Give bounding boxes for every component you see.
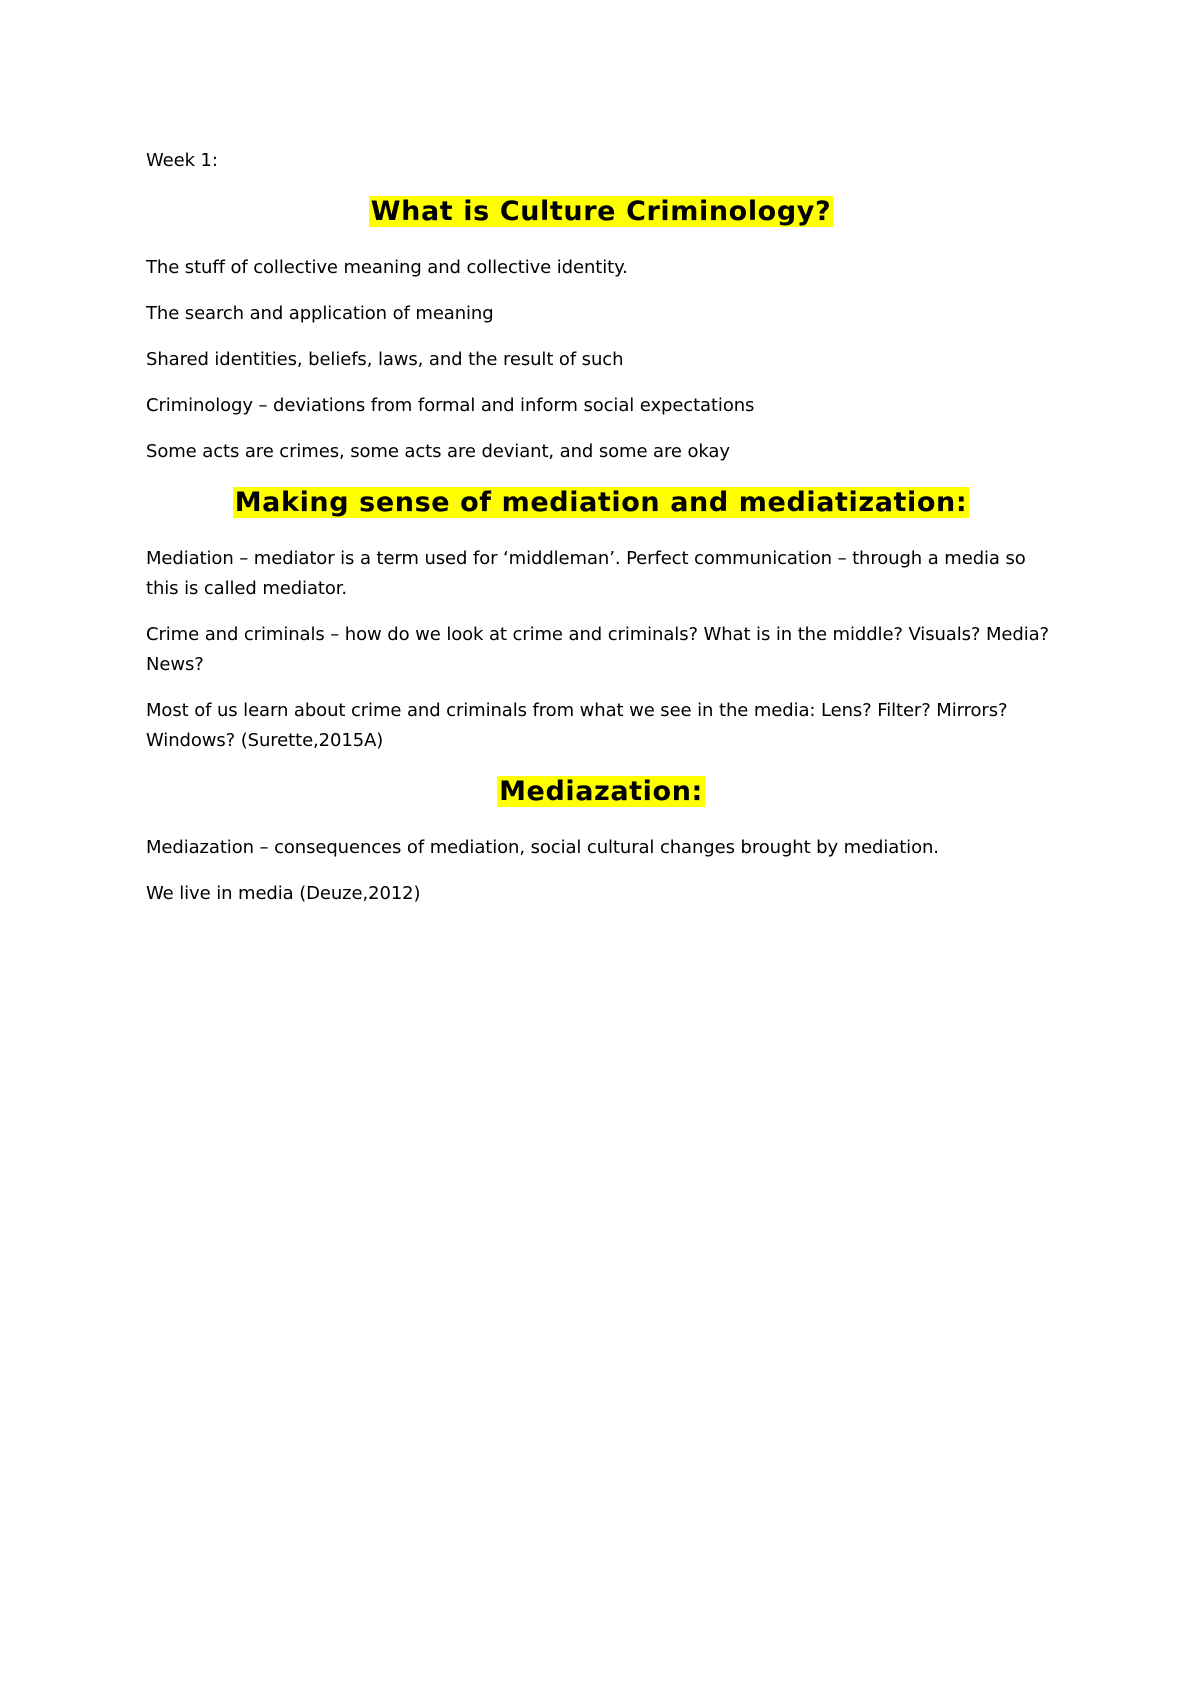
section-heading-mediation [146, 483, 1056, 526]
paragraph: The search and application of meaning [146, 303, 494, 324]
section-heading-culture-criminology [146, 192, 1056, 235]
paragraph: Some acts are crimes, some acts are deviant, and some are okay [146, 441, 730, 462]
paragraph: Criminology – deviations from formal and inform social expectations [146, 395, 755, 416]
paragraph: We live in media (Deuze,2012) [146, 883, 421, 904]
paragraph: Mediazation – consequences of mediation, social cultural changes brought by mediation. [146, 837, 939, 858]
highlighted-heading-text: What is Culture Criminology? [370, 196, 832, 227]
highlighted-heading-text: Mediazation: [499, 776, 703, 807]
document-body [146, 146, 1056, 925]
section-heading-mediazation [146, 772, 1056, 815]
week-label: Week 1: [146, 150, 218, 171]
paragraph: Mediation – mediator is a term used for ‘middleman’. Perfect communication – through a media so this is called mediator. [146, 548, 1026, 599]
paragraph: Most of us learn about crime and criminals from what we see in the media: Lens? Filter? Mirrors? Windows? (Surette,2015A) [146, 700, 1008, 751]
paragraph: Crime and criminals – how do we look at crime and criminals? What is in the middle? Visuals? Media? News? [146, 624, 1049, 675]
highlighted-heading-text: Making sense of mediation and mediatization: [234, 487, 968, 518]
paragraph: The stuff of collective meaning and collective identity. [146, 257, 628, 278]
paragraph: Shared identities, beliefs, laws, and the result of such [146, 349, 624, 370]
